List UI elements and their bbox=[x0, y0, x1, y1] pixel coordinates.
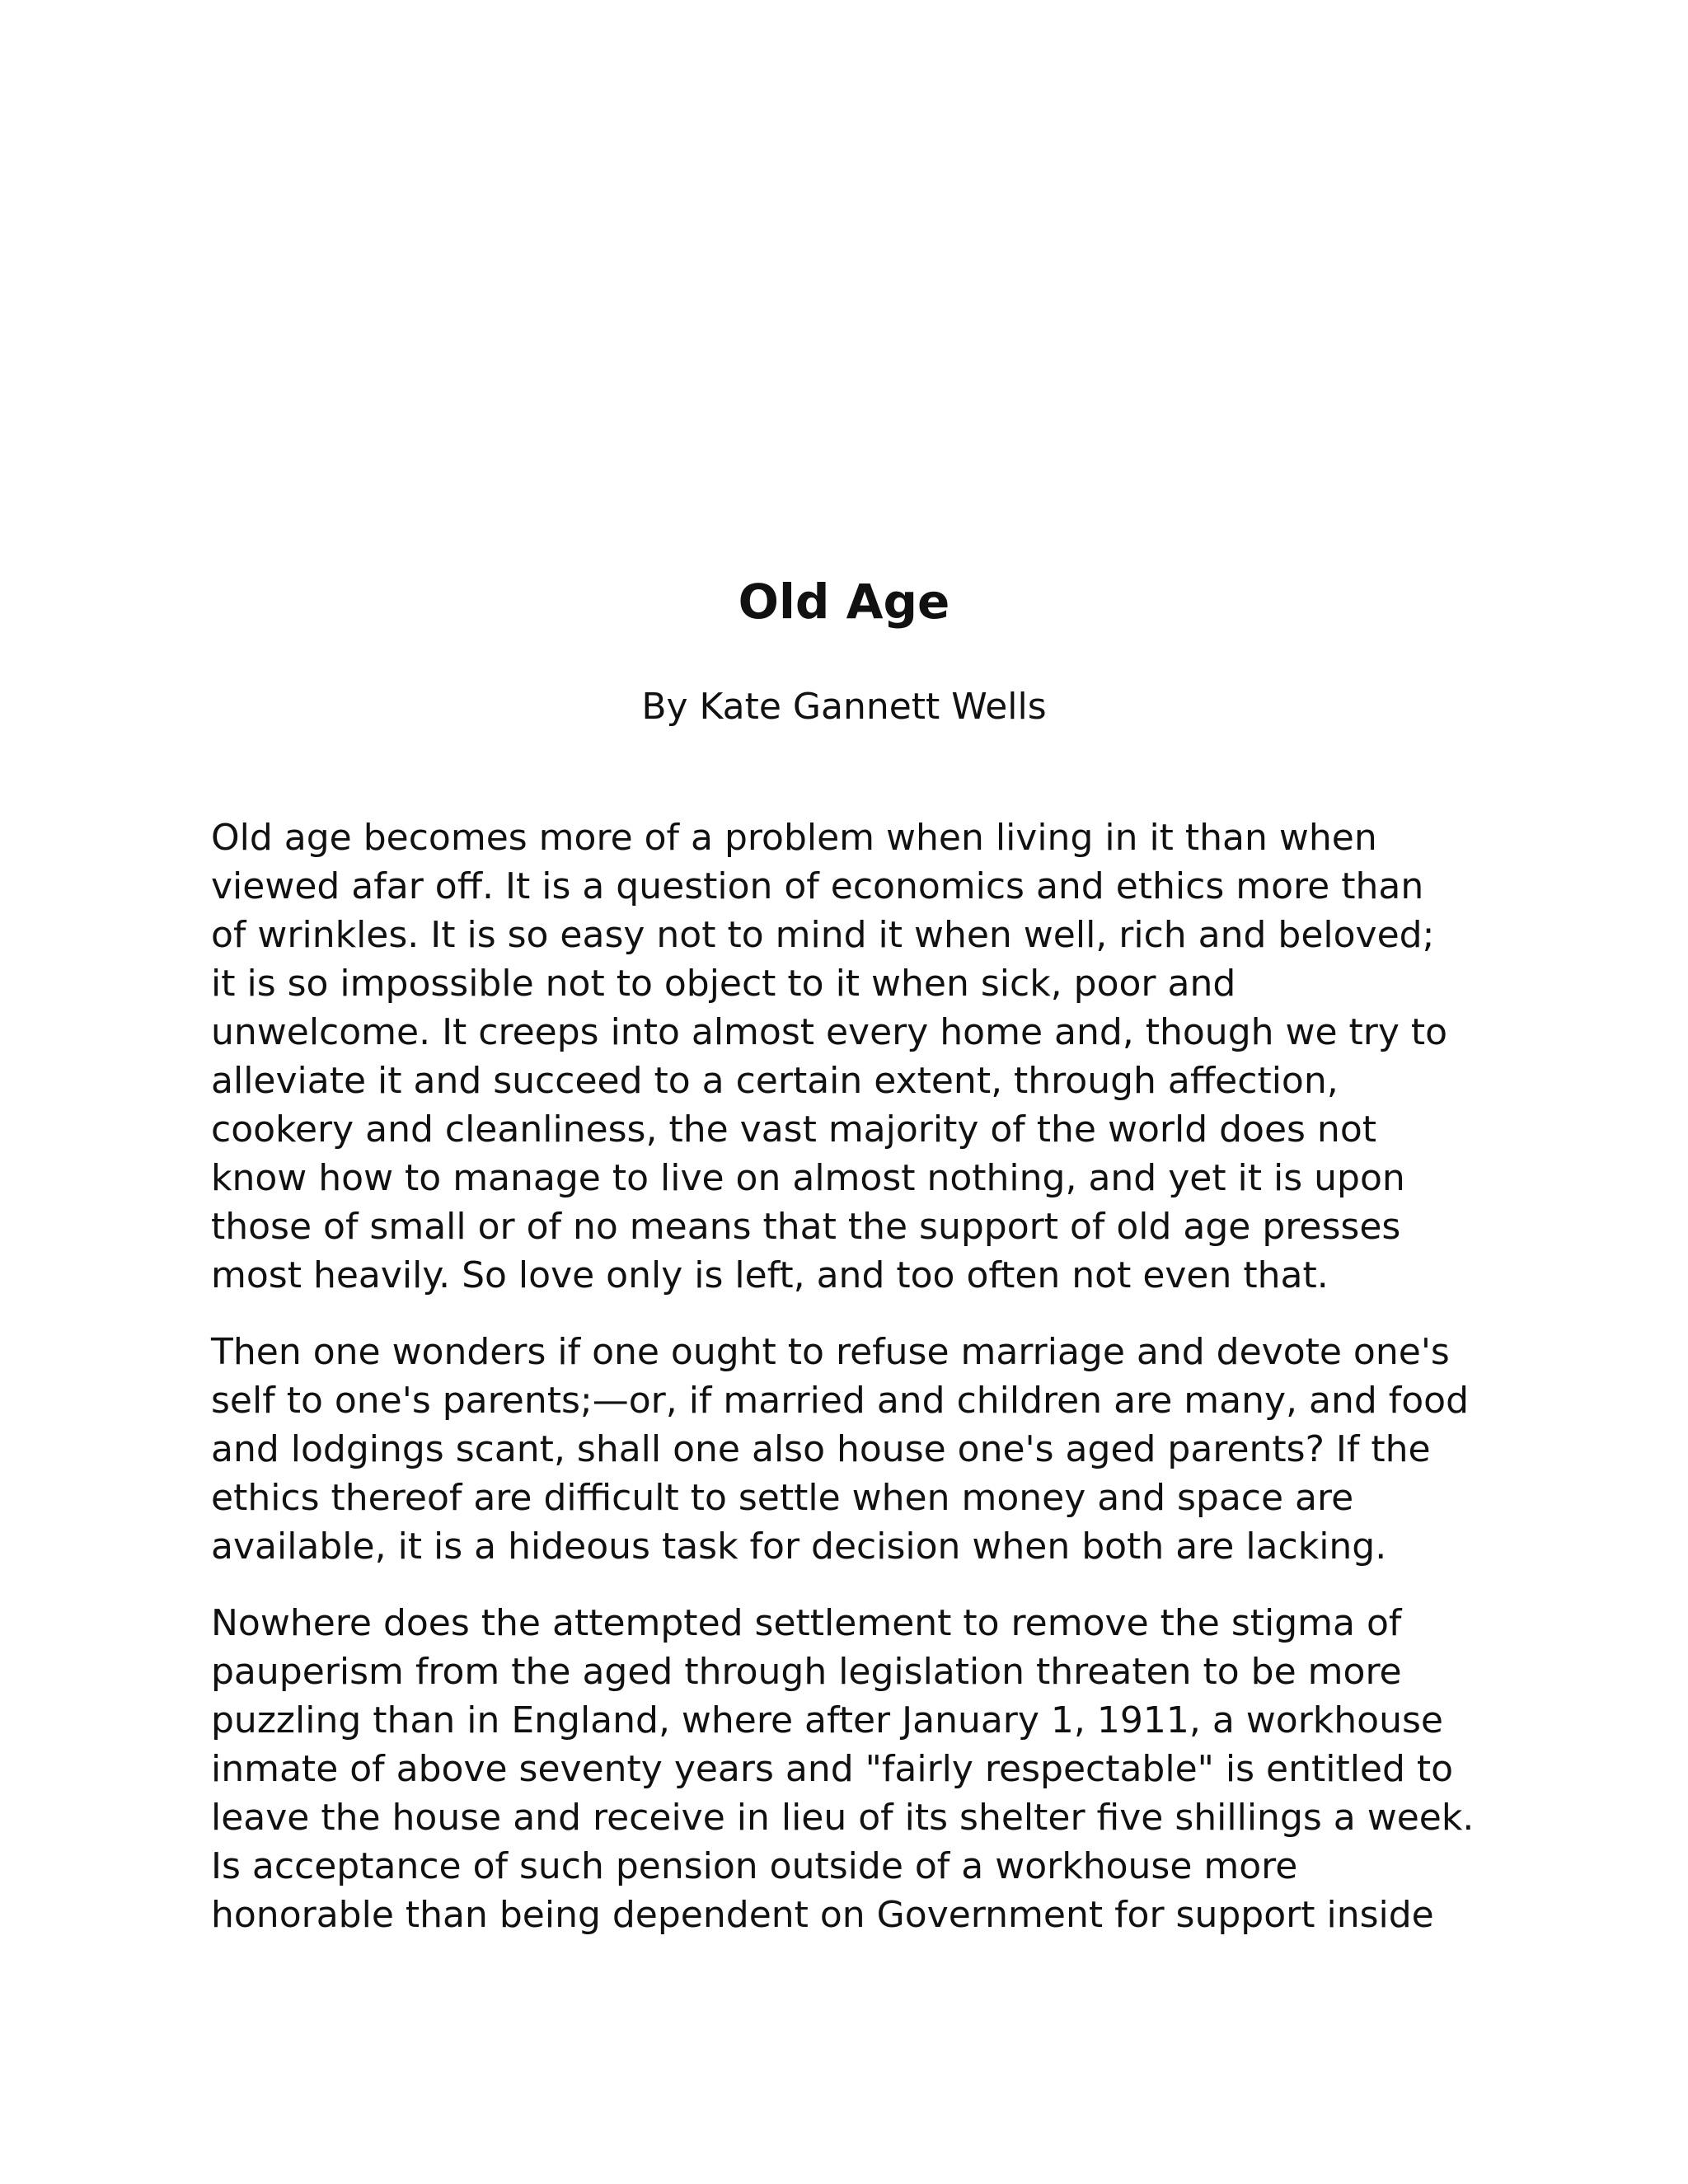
text-line: Then one wonders if one ought to refuse marriage and devote one's bbox=[211, 1331, 1450, 1373]
body-text bbox=[211, 813, 1497, 1939]
author-byline: By Kate Gannett Wells bbox=[641, 686, 1047, 728]
text-line: leave the house and receive in lieu of its shelter five shillings a week. bbox=[211, 1797, 1475, 1839]
text-line: available, it is a hideous task for decision when both are lacking. bbox=[211, 1526, 1387, 1568]
text-line: self to one's parents;—or, if married and children are many, and food bbox=[211, 1380, 1470, 1422]
text-line: know how to manage to live on almost nothing, and yet it is upon bbox=[211, 1157, 1405, 1199]
text-line: cookery and cleanliness, the vast majority of the world does not bbox=[211, 1108, 1376, 1151]
text-line: it is so impossible not to object to it when sick, poor and bbox=[211, 963, 1236, 1005]
paragraph-2 bbox=[211, 1328, 1497, 1571]
text-line: Old age becomes more of a problem when living in it than when bbox=[211, 817, 1377, 859]
paragraph-1 bbox=[211, 813, 1497, 1300]
text-line: and lodgings scant, shall one also house one's aged parents? If the bbox=[211, 1428, 1431, 1470]
text-line: puzzling than in England, where after January 1, 1911, a workhouse bbox=[211, 1699, 1443, 1741]
text-line: those of small or of no means that the support of old age presses bbox=[211, 1206, 1401, 1248]
text-line: pauperism from the aged through legislation threaten to be more bbox=[211, 1651, 1402, 1693]
text-line: honorable than being dependent on Government for support inside bbox=[211, 1894, 1434, 1936]
text-line: ethics thereof are difficult to settle when money and space are bbox=[211, 1477, 1354, 1519]
text-line: unwelcome. It creeps into almost every home and, though we try to bbox=[211, 1011, 1448, 1053]
paragraph-3 bbox=[211, 1599, 1497, 1939]
text-line: viewed afar off. It is a question of economics and ethics more than bbox=[211, 865, 1424, 907]
text-line: inmate of above seventy years and "fairly respectable" is entitled to bbox=[211, 1748, 1454, 1790]
text-line: most heavily. So love only is left, and too often not even that. bbox=[211, 1254, 1329, 1296]
text-line: of wrinkles. It is so easy not to mind it when well, rich and beloved; bbox=[211, 914, 1435, 956]
text-line: alleviate it and succeed to a certain extent, through affection, bbox=[211, 1060, 1339, 1102]
text-line: Is acceptance of such pension outside of a workhouse more bbox=[211, 1845, 1298, 1887]
text-line: Nowhere does the attempted settlement to remove the stigma of bbox=[211, 1602, 1402, 1644]
document-title: Old Age bbox=[738, 574, 950, 630]
